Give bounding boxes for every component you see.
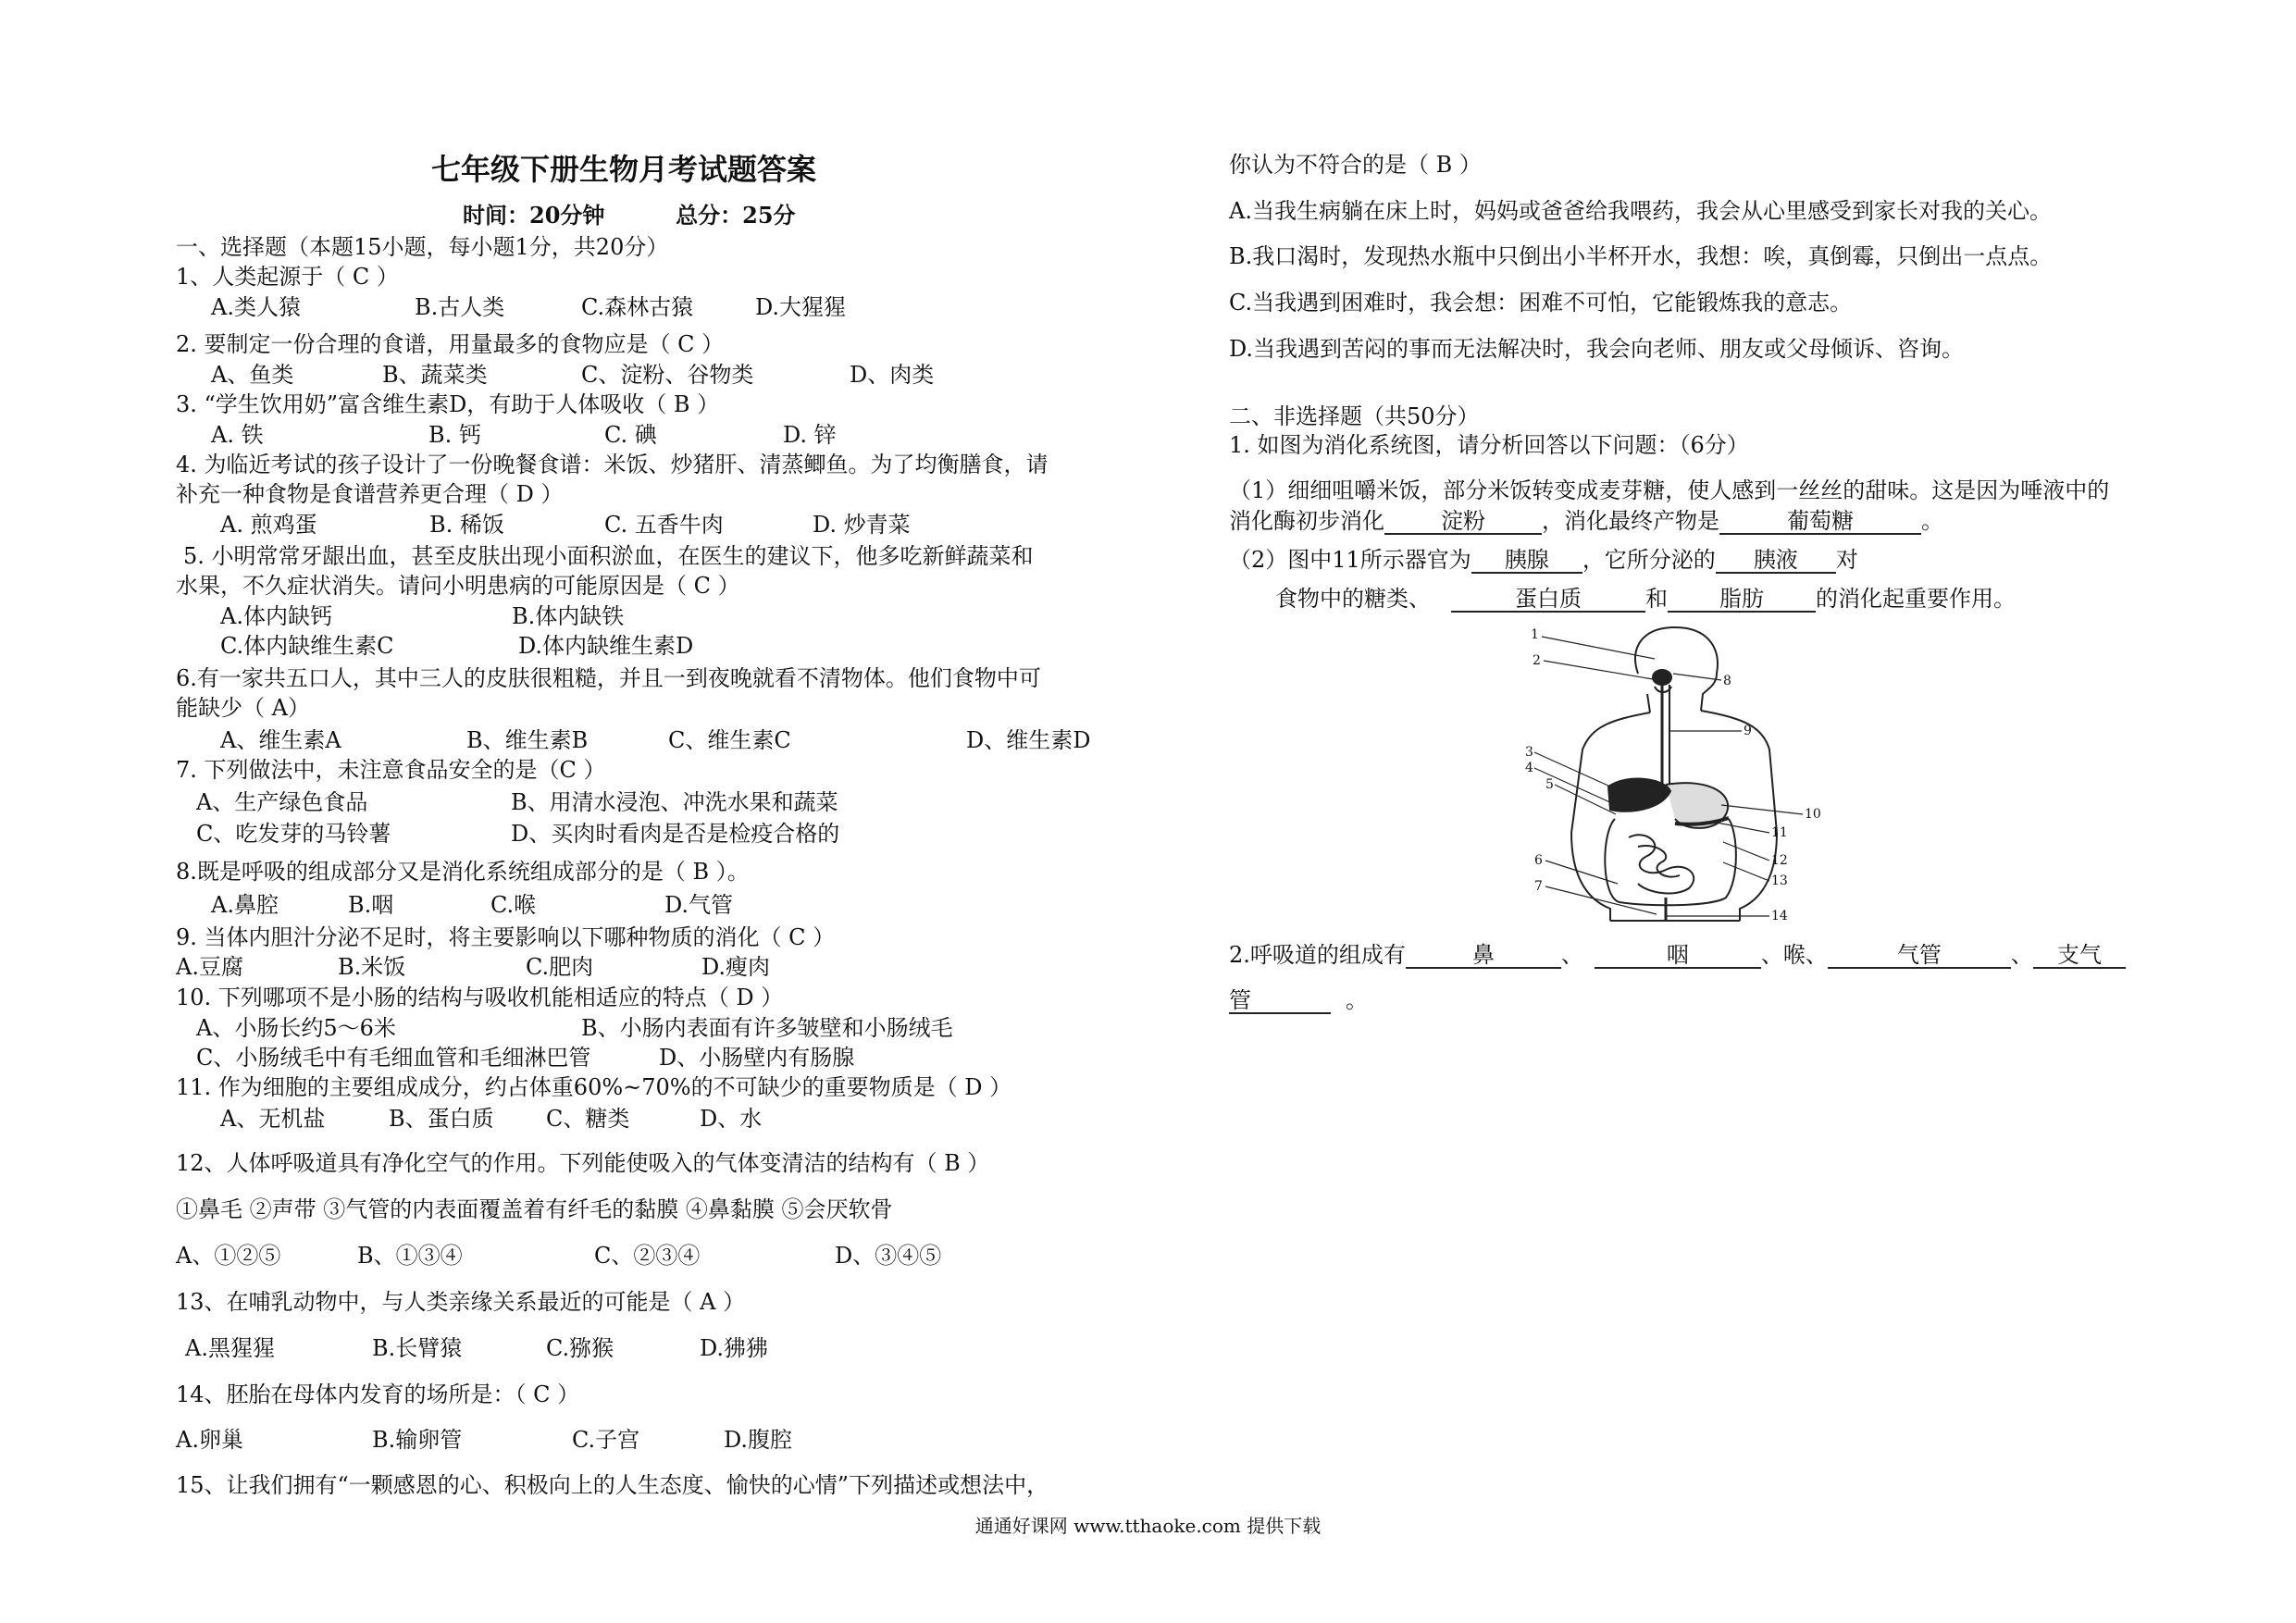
- text: 对: [1835, 547, 1858, 573]
- option: B. 钙: [428, 422, 481, 448]
- option: C、维生素C: [668, 727, 791, 753]
- option: D.瘦肉: [701, 954, 771, 980]
- question-15-cont: 你认为不符合的是（ B ）: [1229, 152, 1482, 178]
- option: A. 铁: [211, 422, 264, 448]
- question-6-cont: 能缺少（ A）: [176, 695, 310, 721]
- text: 的消化起重要作用。: [1816, 586, 2016, 612]
- problem-1-part-1-answers: [1229, 507, 1943, 535]
- option: C.喉: [490, 892, 537, 918]
- answer-blank-protein: 蛋白质: [1451, 587, 1645, 613]
- option: A、生产绿色食品: [196, 789, 368, 815]
- question-3: 3. “学生饮用奶”富含维生素D，有助于人体吸收（ B ）: [176, 391, 720, 417]
- problem-2-cont: [1229, 986, 1368, 1014]
- answer-blank-bronchus-part-2: 管: [1229, 988, 1331, 1014]
- option: A. 煎鸡蛋: [220, 512, 317, 538]
- question-6: 6.有一家共五口人，其中三人的皮肤很粗糙，并且一到夜晚就看不清物体。他们食物中可: [176, 665, 1041, 691]
- question-9: 9. 当体内胆汁分泌不足时，将主要影响以下哪种物质的消化（ C ）: [176, 924, 836, 950]
- option: A.鼻腔: [211, 892, 279, 918]
- option: D、水: [700, 1106, 763, 1132]
- option: B、蔬菜类: [382, 362, 488, 388]
- option: D.大猩猩: [755, 294, 847, 320]
- diagram-label: 11: [1771, 825, 1788, 840]
- text: 。: [1921, 508, 1943, 534]
- text: 消化酶初步消化: [1229, 508, 1384, 534]
- diagram-label: 13: [1771, 873, 1788, 888]
- diagram-label: 2: [1533, 653, 1541, 668]
- text: ，消化最终产物是: [1542, 508, 1719, 534]
- option: A.黑猩猩: [185, 1335, 275, 1361]
- option: D. 锌: [783, 422, 837, 448]
- option: B.古人类: [415, 294, 505, 320]
- text: 、喉、: [1760, 942, 1828, 968]
- diagram-label: 3: [1525, 745, 1533, 760]
- digestive-system-diagram: [1527, 620, 1823, 925]
- answer-blank-nose: 鼻: [1406, 943, 1561, 969]
- page-footer: 通通好课网 www.tthaoke.com 提供下载: [974, 1515, 1322, 1537]
- option: D、③④⑤: [835, 1243, 942, 1269]
- diagram-label: 1: [1531, 627, 1539, 642]
- option: D、肉类: [850, 362, 935, 388]
- answer-blank-pancreas: 胰腺: [1471, 548, 1582, 574]
- answer-blank-glucose: 葡萄糖: [1719, 509, 1921, 535]
- diagram-label: 4: [1525, 761, 1533, 775]
- question-7: 7. 下列做法中，未注意食品安全的是（C ）: [176, 757, 606, 783]
- question-8: 8.既是呼吸的组成部分又是消化系统组成部分的是（ B ）。: [176, 859, 750, 885]
- question-15: 15、让我们拥有“一颗感恩的心、积极向上的人生态度、愉快的心情”下列描述或想法中，: [176, 1472, 1049, 1498]
- option: B、①③④: [357, 1243, 463, 1269]
- option: D.腹腔: [724, 1427, 793, 1453]
- option: D. 炒青菜: [813, 512, 911, 538]
- option: D、买肉时看肉是否是检疫合格的: [511, 821, 840, 847]
- problem-1-part-3: [1275, 585, 2016, 613]
- diagram-label: 6: [1534, 853, 1543, 868]
- option: D、维生素D: [966, 727, 1091, 753]
- question-10: 10. 下列哪项不是小肠的结构与吸收机能相适应的特点（ D ）: [176, 985, 784, 1010]
- option: C、吃发芽的马铃薯: [196, 821, 391, 847]
- text: 。: [1346, 987, 1368, 1013]
- text: 食物中的糖类、: [1275, 586, 1431, 612]
- option: B.米饭: [338, 954, 406, 980]
- answer-blank-trachea: 气管: [1828, 943, 2011, 969]
- answer-blank-pancreatic-juice: 胰液: [1716, 548, 1836, 574]
- option: B、用清水浸泡、冲洗水果和蔬菜: [511, 789, 838, 815]
- diagram-label: 12: [1771, 853, 1788, 868]
- problem-1-part-1: （1）细细咀嚼米饭，部分米饭转变成麦芽糖，使人感到一丝丝的甜味。这是因为唾液中的: [1229, 477, 2110, 503]
- exam-score: 总分：25分: [676, 202, 796, 229]
- option: B. 稀饭: [429, 512, 504, 538]
- text: 、: [2010, 942, 2033, 968]
- option: B.输卵管: [372, 1427, 463, 1453]
- answer-blank-fat: 脂肪: [1668, 587, 1816, 613]
- option: A、①②⑤: [176, 1243, 281, 1269]
- question-15-option-c: C.当我遇到困难时，我会想：困难不可怕，它能锻炼我的意志。: [1229, 290, 1853, 316]
- option: C. 碘: [604, 422, 657, 448]
- page-title: 七年级下册生物月考试题答案: [431, 152, 817, 187]
- question-15-option-a: A.当我生病躺在床上时，妈妈或爸爸给我喂药，我会从心里感受到家长对我的关心。: [1229, 198, 2052, 224]
- section-2-heading: 二、非选择题（共50分）: [1229, 403, 1480, 429]
- option: C.肥肉: [526, 954, 594, 980]
- option: C.子宫: [572, 1427, 640, 1453]
- answer-blank-starch: 淀粉: [1384, 509, 1542, 535]
- question-11: 11. 作为细胞的主要组成成分，约占体重60%~70%的不可缺少的重要物质是（ D ）: [176, 1074, 1012, 1100]
- option: D.气管: [664, 892, 734, 918]
- problem-2: [1229, 941, 2126, 969]
- option: A.类人猿: [211, 294, 301, 320]
- option: C. 五香牛肉: [604, 512, 724, 538]
- text: 和: [1645, 586, 1668, 612]
- option: B、小肠内表面有许多皱壁和小肠绒毛: [581, 1015, 953, 1041]
- problem-1-stem: 1. 如图为消化系统图，请分析回答以下问题：（6分）: [1229, 432, 1749, 458]
- answer-blank-pharynx: 咽: [1595, 943, 1761, 969]
- option: C.森林古猿: [581, 294, 694, 320]
- question-1: 1、人类起源于（ C ）: [176, 264, 399, 290]
- option: B、维生素B: [466, 727, 589, 753]
- option: C、②③④: [594, 1243, 701, 1269]
- exam-time: 时间：20分钟: [463, 202, 605, 229]
- diagram-label: 7: [1534, 879, 1543, 894]
- option: B.体内缺铁: [512, 603, 625, 629]
- option: C、淀粉、谷物类: [581, 362, 754, 388]
- question-13: 13、在哺乳动物中，与人类亲缘关系最近的可能是（ A ）: [176, 1289, 746, 1315]
- option: A、维生素A: [220, 727, 341, 753]
- option: C、小肠绒毛中有毛细血管和毛细淋巴管: [196, 1045, 591, 1071]
- option: C.体内缺维生素C: [220, 633, 394, 659]
- option: B、蛋白质: [389, 1106, 494, 1132]
- text: 2.呼吸道的组成有: [1229, 942, 1406, 968]
- diagram-label: 10: [1805, 807, 1821, 822]
- question-12-items: ①鼻毛 ②声带 ③气管的内表面覆盖着有纤毛的黏膜 ④鼻黏膜 ⑤会厌软骨: [176, 1196, 893, 1222]
- question-14: 14、胚胎在母体内发育的场所是：（ C ）: [176, 1381, 580, 1407]
- option: C、糖类: [546, 1106, 630, 1132]
- option: A.卵巢: [176, 1427, 243, 1453]
- question-15-option-b: B.我口渴时，发现热水瓶中只倒出小半杯开水，我想：唉，真倒霉，只倒出一点点。: [1229, 243, 2053, 269]
- question-4: 4. 为临近考试的孩子设计了一份晚餐食谱：米饭、炒猪肝、清蒸鲫鱼。为了均衡膳食，请: [176, 452, 1049, 477]
- option: A、鱼类: [211, 362, 294, 388]
- option: A.体内缺钙: [220, 603, 332, 629]
- section-1-heading: 一、选择题（本题15小题，每小题1分，共20分）: [176, 234, 669, 260]
- question-5-cont: 水果，不久症状消失。请问小明患病的可能原因是（ C ）: [176, 573, 740, 599]
- answer-blank-bronchus-part-1: 支气: [2033, 943, 2126, 969]
- problem-1-part-2: [1229, 546, 1858, 574]
- diagram-label: 14: [1771, 909, 1788, 923]
- diagram-label: 9: [1744, 724, 1752, 738]
- option: B.长臂猿: [372, 1335, 463, 1361]
- option: D、小肠壁内有肠腺: [659, 1045, 855, 1071]
- exam-meta: [463, 202, 796, 229]
- question-2: 2. 要制定一份合理的食谱，用量最多的食物应是（ C ）: [176, 331, 725, 357]
- option: A、小肠长约5～6米: [196, 1015, 396, 1041]
- text: （2）图中11所示器官为: [1229, 547, 1471, 573]
- question-5: 5. 小明常常牙龈出血，甚至皮肤出现小面积淤血，在医生的建议下，他多吃新鲜蔬菜和: [183, 543, 1034, 569]
- option: D.狒狒: [700, 1335, 769, 1361]
- text: ，它所分泌的: [1582, 547, 1716, 573]
- option: D.体内缺维生素D: [518, 633, 694, 659]
- option: A.豆腐: [176, 954, 243, 980]
- question-4-cont: 补充一种食物是食谱营养更合理（ D ）: [176, 481, 564, 507]
- diagram-label: 5: [1545, 777, 1554, 792]
- question-12: 12、人体呼吸道具有净化空气的作用。下列能使吸入的气体变清洁的结构有（ B ）: [176, 1150, 990, 1176]
- option: A、无机盐: [220, 1106, 326, 1132]
- text: 、: [1560, 942, 1583, 968]
- option: B.咽: [348, 892, 394, 918]
- diagram-label: 8: [1723, 674, 1731, 688]
- question-15-option-d: D.当我遇到苦闷的事而无法解决时，我会向老师、朋友或父母倾诉、咨询。: [1229, 336, 1965, 362]
- option: C.猕猴: [546, 1335, 614, 1361]
